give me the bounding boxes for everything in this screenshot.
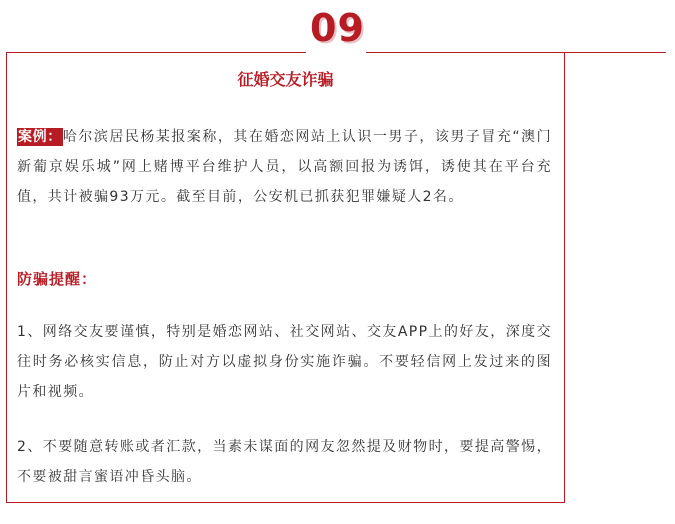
tips-heading: 防骗提醒： (17, 270, 98, 288)
article-title: 征婚交友诈骗 (237, 70, 334, 89)
case-paragraph (17, 122, 552, 212)
case-text: 哈尔滨居民杨某报案称，其在婚恋网站上认识一男子，该男子冒充“澳门新葡京娱乐城”网上赌博平台维护人员，以高额回报为诱饵，诱使其在平台充值，共计被骗93万元。截至目前，公安机已抓获犯罪嫌疑人2名。 (17, 129, 552, 205)
case-label: 案例： (18, 129, 62, 145)
tip-item-2: 2、不要随意转账或者汇款，当素未谋面的网友忽然提及财物时，要提高警惕，不要被甜言蜜语冲昏头脑。 (17, 439, 552, 485)
tip-item-1: 1、网络交友要谨慎，特别是婚恋网站、社交网站、交友APP上的好友，深度交往时务必核实信息，防止对方以虚拟身份实施诈骗。不要轻信网上发过来的图片和视频。 (17, 324, 552, 400)
section-number: 09 (310, 6, 365, 50)
